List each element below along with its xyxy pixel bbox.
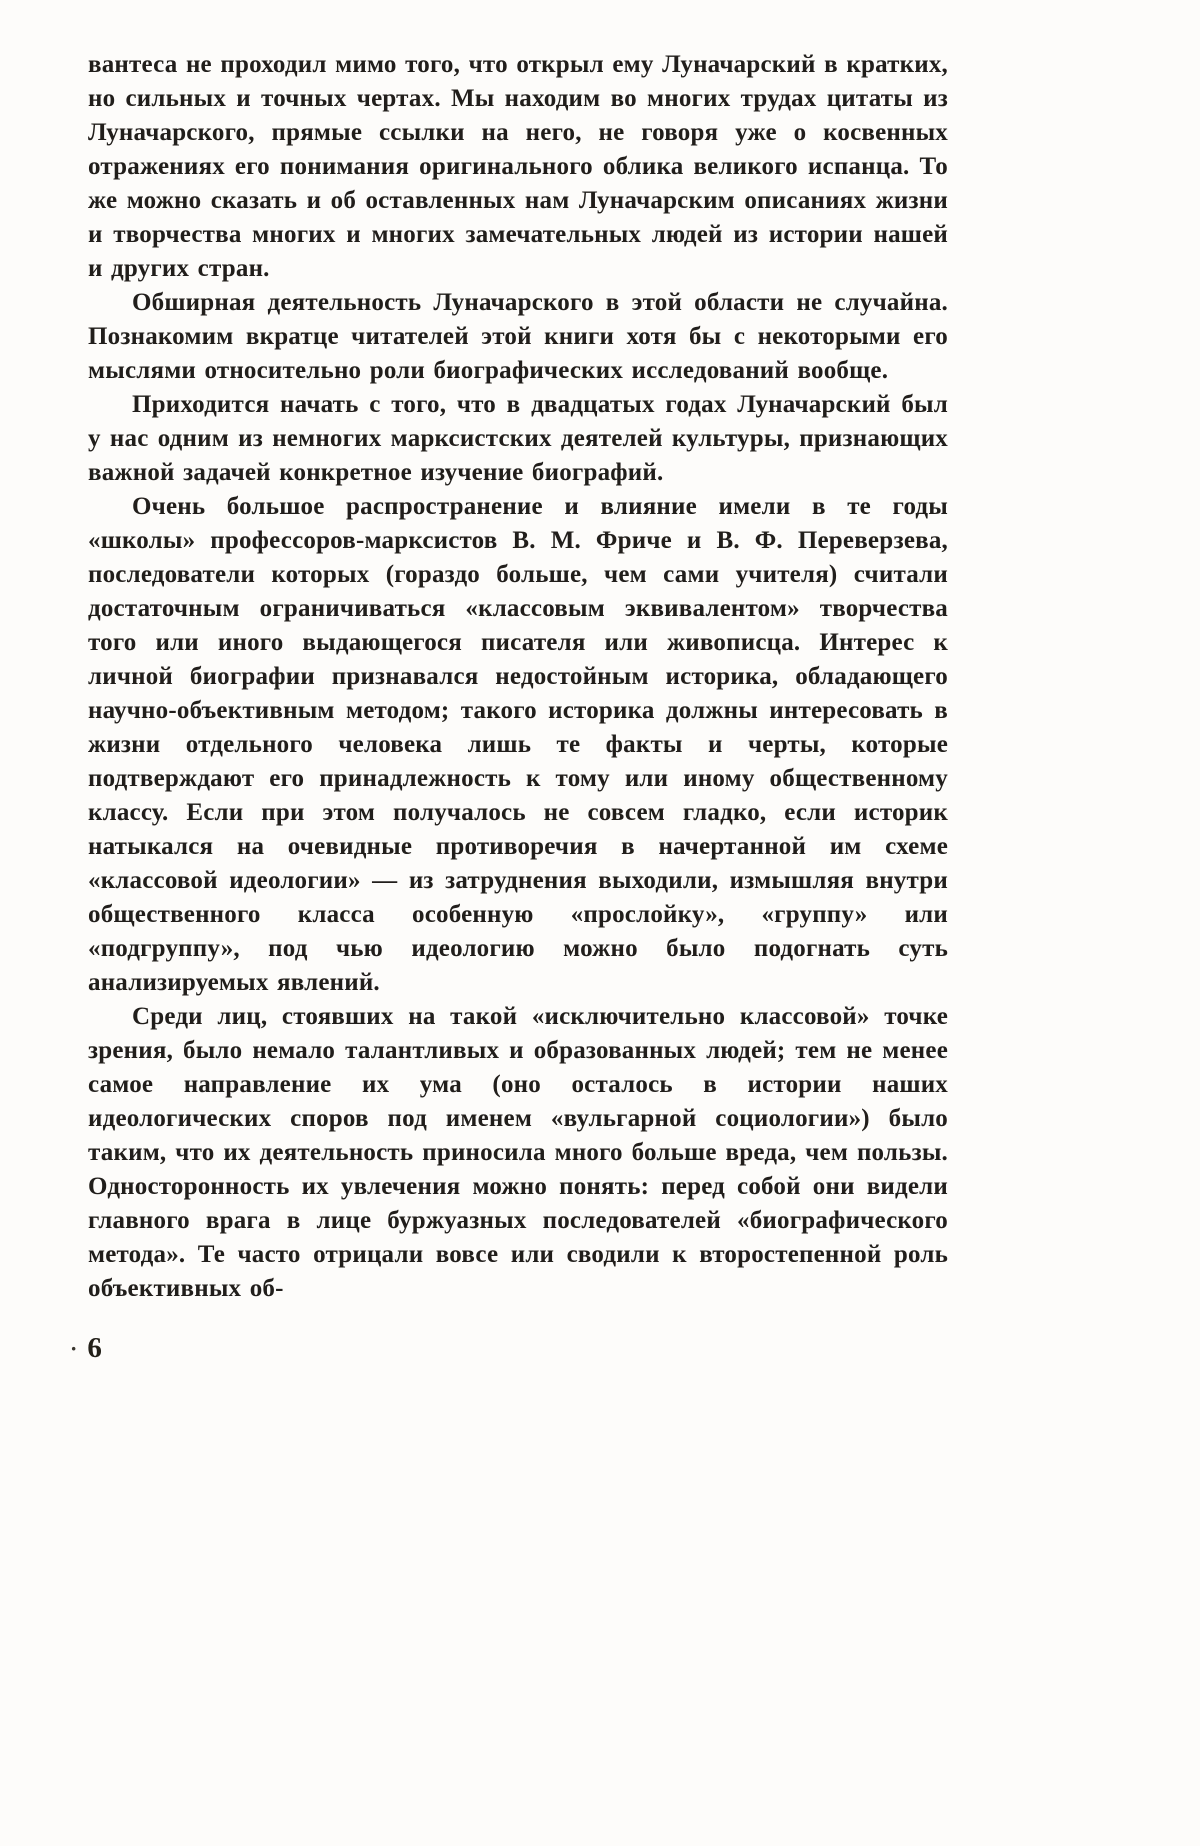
page-footer <box>70 1332 1200 1365</box>
text-column <box>88 48 948 1306</box>
paragraph: вантеса не проходил мимо того, что открыл ему Луначарский в кратких, но сильных и точных чертах. Мы находим во многих трудах цитаты из Луначарского, прямые ссылки на него, не говоря уже о косвенных отражениях его понимания оригинального облика великого испанца. То же можно сказать и об оставленных нам Луначарским описаниях жизни и творчества многих и многих замечательных людей из истории нашей и других стран. <box>88 51 948 282</box>
paragraph: Очень большое распространение и влияние имели в те годы «школы» профессоров-марксистов В. М. Фриче и В. Ф. Переверзева, последователи которых (гораздо больше, чем сами учителя) считали достаточным ограничиваться «классовым эквивалентом» творчества того или иного выдающегося писателя или живописца. Интерес к личной биографии признавался недостойным историка, обладающего научно-объективным методом; такого историка должны интересовать в жизни отдельного человека лишь те факты и черты, которые подтверждают его принадлежность к тому или иному общественному классу. Если при этом получалось не совсем гладко, если историк натыкался на очевидные противоречия в начертанной им схеме «классовой идеологии» — из затруднения выходили, измышляя внутри общественного класса особенную «прослойку», «группу» или «подгруппу», под чью идеологию можно было подогнать суть анализируемых явлений. <box>88 493 948 996</box>
margin-mark: · <box>70 1335 78 1361</box>
paragraph: Приходится начать с того, что в двадцатых годах Луначарский был у нас одним из немногих марксистских деятелей культуры, признающих важной задачей конкретное изучение биографий. <box>88 391 948 486</box>
page-number: 6 <box>87 1332 103 1364</box>
paragraph: Обширная деятельность Луначарского в этой области не случайна. Познакомим вкратце читателей этой книги хотя бы с некоторыми его мыслями относительно роли биографических исследований вообще. <box>88 289 948 384</box>
paragraph: Среди лиц, стоявших на такой «исключительно классовой» точке зрения, было немало талантливых и образованных людей; тем не менее самое направление их ума (оно осталось в истории наших идеологических споров под именем «вульгарной социологии») было таким, что их деятельность приносила много больше вреда, чем пользы. Односторонность их увлечения можно понять: перед собой они видели главного врага в лице буржуазных последователей «биографического метода». Те часто отрицали вовсе или сводили к второстепенной роль объективных об- <box>88 1003 948 1302</box>
